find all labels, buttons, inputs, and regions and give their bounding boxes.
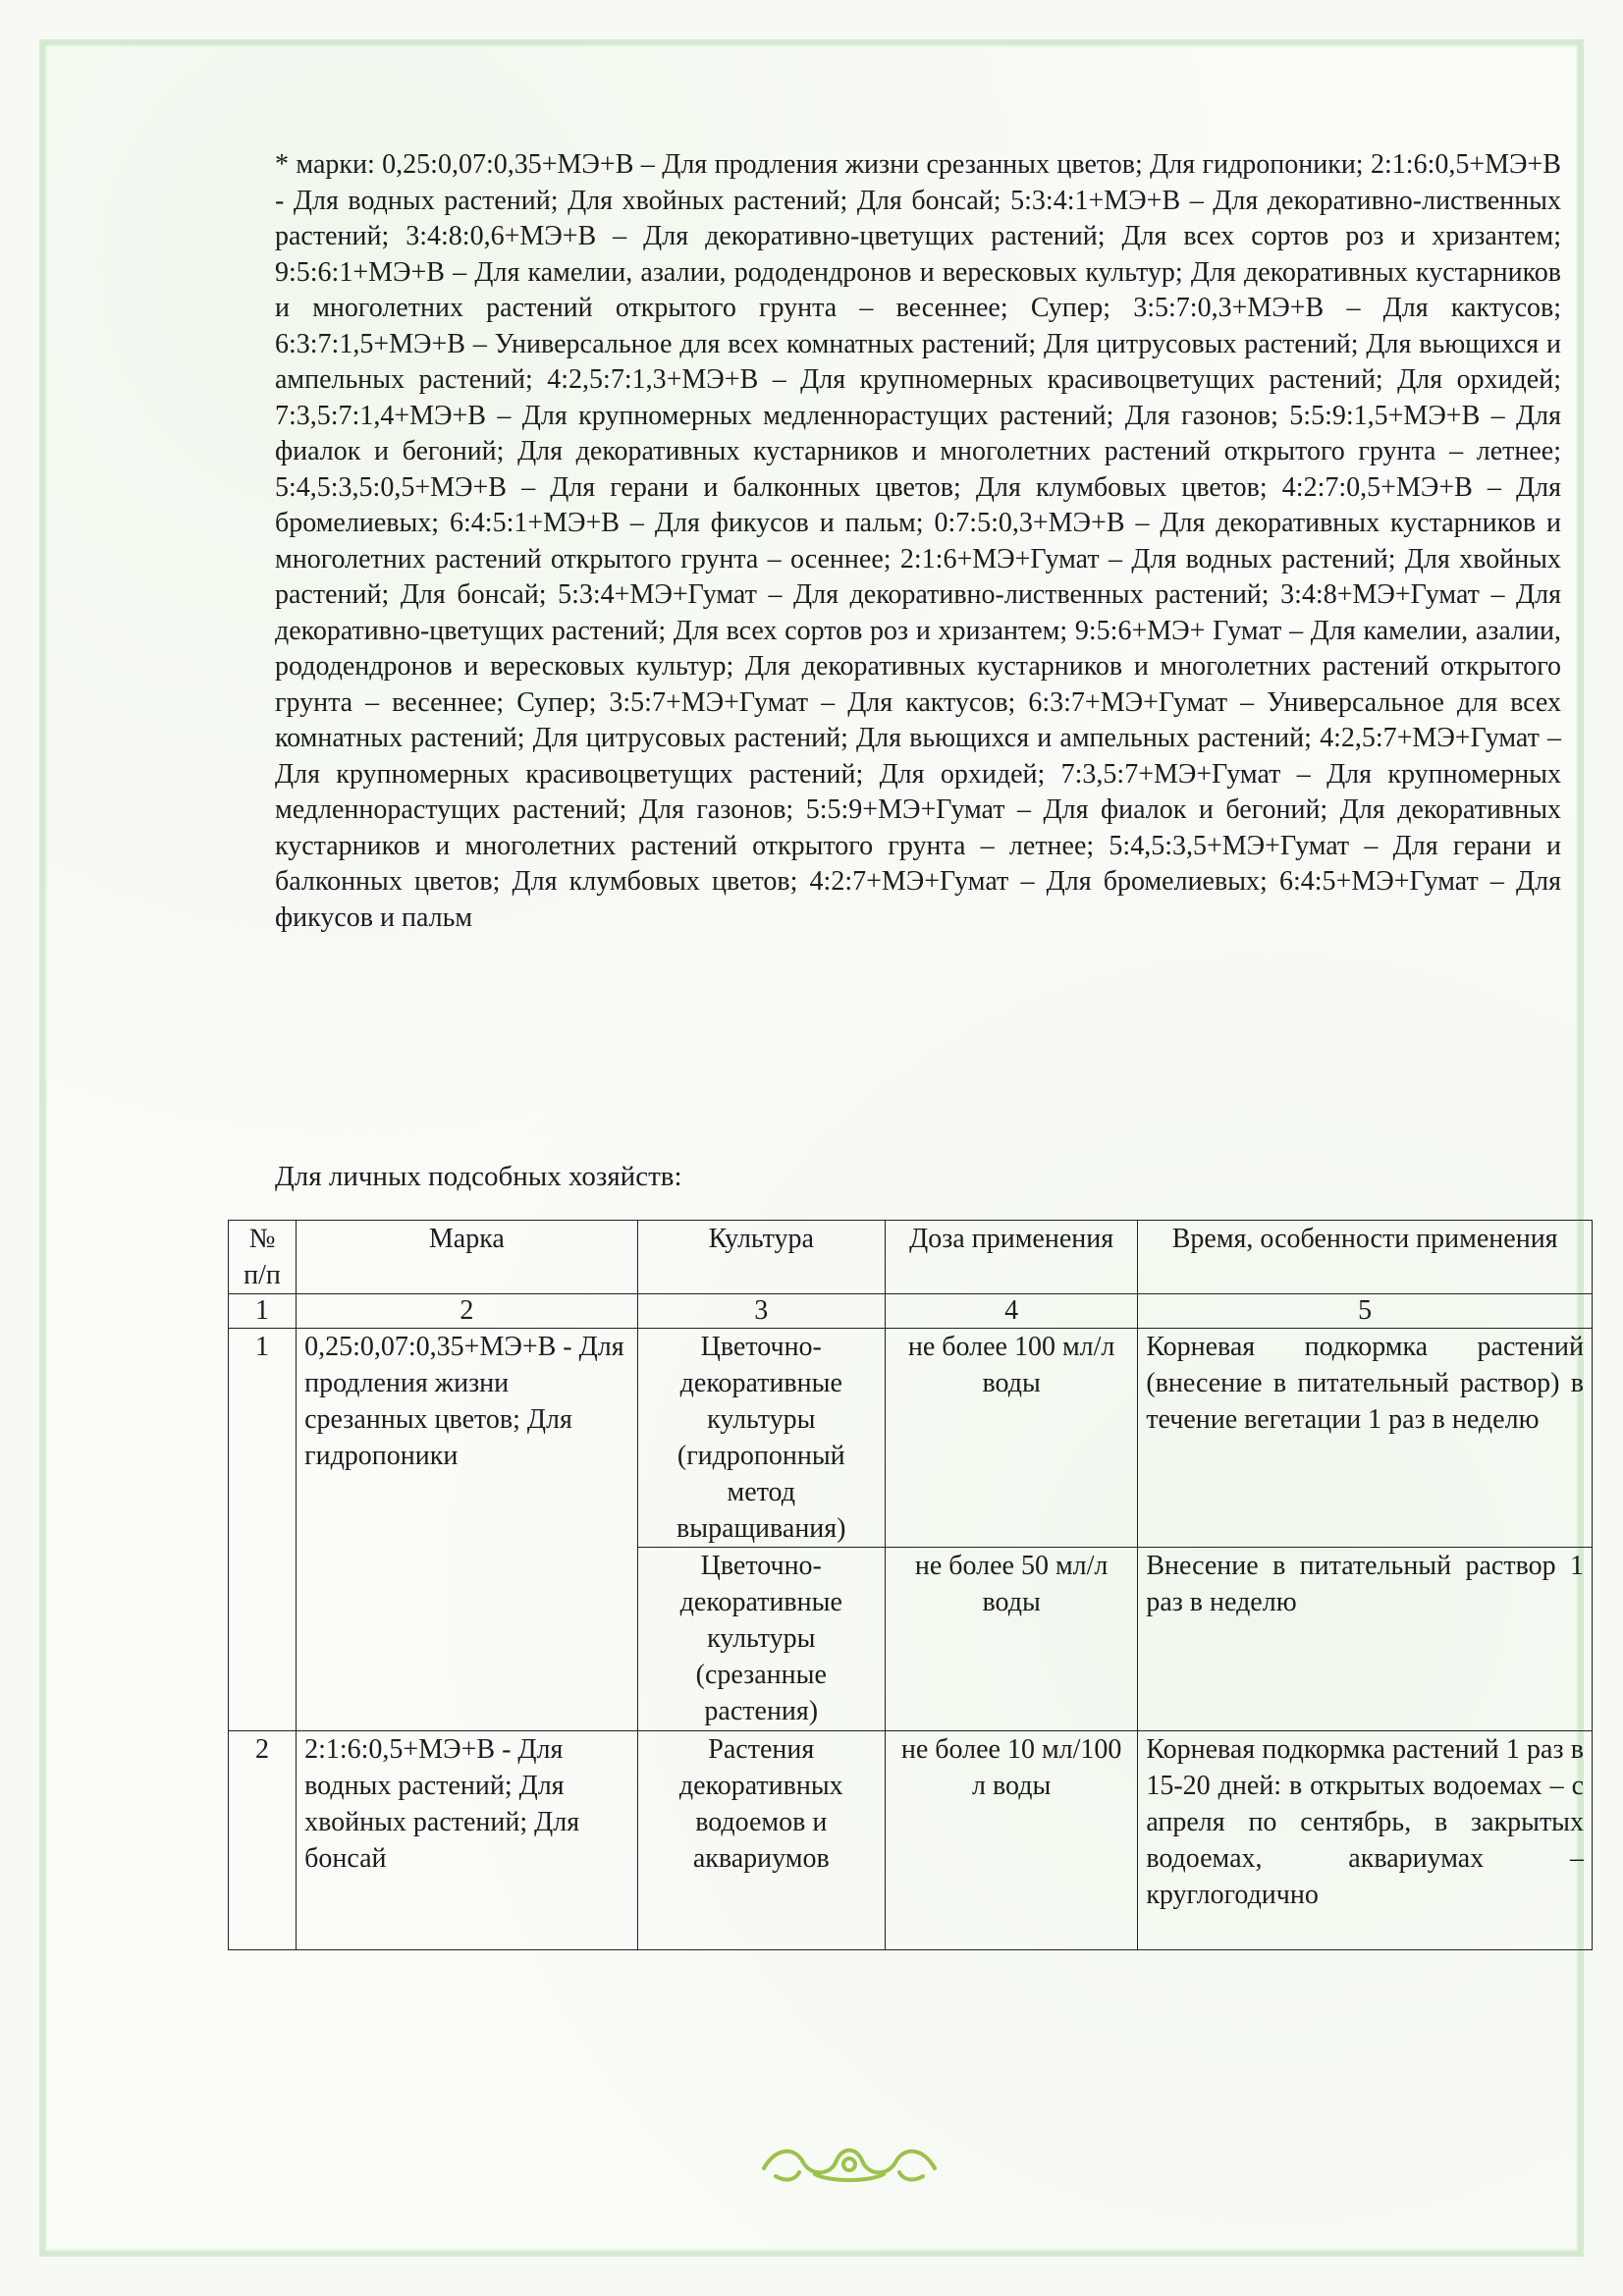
row-num: 1 — [229, 1329, 297, 1731]
header-dose: Доза применения — [885, 1221, 1137, 1294]
row-crop: Цветочно-декоративные культуры (срезанные растения) — [637, 1548, 885, 1731]
column-number: 2 — [297, 1294, 638, 1329]
header-crop: Культура — [637, 1221, 885, 1294]
fertilizer-table — [228, 1220, 1593, 1950]
header-brand: Марка — [297, 1221, 638, 1294]
column-number: 5 — [1138, 1294, 1593, 1329]
row-crop: Цветочно-декоративные культуры (гидропонный метод выращивания) — [637, 1329, 885, 1548]
row-num: 2 — [229, 1731, 297, 1950]
body-paragraph: * марки: 0,25:0,07:0,35+МЭ+В – Для продления жизни срезанных цветов; Для гидропоники; 2:1:6:0,5+МЭ+В - Для водных растений; Для хвойных растений; Для бонсай; 5:3:4:1+МЭ+В – Для декоративно-лиственных растений; 3:4:8:0,6+МЭ+В – Для декоративно-цветущих растений; Для всех сортов роз и хризантем; 9:5:6:1+МЭ+В – Для камелии, азалии, рододендронов и вересковых культур; Для декоративных кустарников и многолетних растений открытого грунта – весеннее; Супер; 3:5:7:0,3+МЭ+В – Для кактусов; 6:3:7:1,5+МЭ+В – Универсальное для всех комнатных растений; Для цитрусовых растений; Для вьющихся и ампельных растений; 4:2,5:7:1,3+МЭ+В – Для крупномерных красивоцветущих растений; Для орхидей; 7:3,5:7:1,4+МЭ+В – Для крупномерных медленнорастущих растений; Для газонов; 5:5:9:1,5+МЭ+В – Для фиалок и бегоний; Для декоративных кустарников и многолетних растений открытого грунта – летнее; 5:4,5:3,5:0,5+МЭ+В – Для герани и балконных цветов; Для клумбовых цветов; 4:2:7:0,5+МЭ+В – Для бромелиевых; 6:4:5:1+МЭ+В – Для фикусов и пальм; 0:7:5:0,3+МЭ+В – Для декоративных кустарников и многолетних растений открытого грунта – осеннее; 2:1:6+МЭ+Гумат – Для водных растений; Для хвойных растений; Для бонсай; 5:3:4+МЭ+Гумат – Для декоративно-лиственных растений; 3:4:8+МЭ+Гумат – Для декоративно-цветущих растений; Для всех сортов роз и хризантем; 9:5:6+МЭ+ Гумат – Для камелии, азалии, рододендронов и вересковых культур; Для декоративных кустарников и многолетних растений открытого грунта – весеннее; Супер; 3:5:7+МЭ+Гумат – Для кактусов; 6:3:7+МЭ+Гумат – Универсальное для всех комнатных растений; Для цитрусовых растений; Для вьющихся и ампельных растений; 4:2,5:7+МЭ+Гумат – Для крупномерных красивоцветущих растений; Для орхидей; 7:3,5:7+МЭ+Гумат – Для крупномерных медленнорастущих растений; Для газонов; 5:5:9+МЭ+Гумат – Для фиалок и бегоний; Для декоративных кустарников и многолетних растений открытого грунта – летнее; 5:4,5:3,5+МЭ+Гумат – Для герани и балконных цветов; Для клумбовых цветов; 4:2:7+МЭ+Гумат – Для бромелиевых; 6:4:5+МЭ+Гумат – Для фикусов и пальм — [275, 149, 1561, 933]
row-brand: 0,25:0,07:0,35+МЭ+В - Для продления жизни срезанных цветов; Для гидропоники — [297, 1329, 638, 1731]
header-num: № п/п — [229, 1221, 297, 1294]
row-timing: Внесение в питательный раствор 1 раз в неделю — [1138, 1548, 1593, 1731]
row-crop: Растения декоративных водоемов и аквариумов — [637, 1731, 885, 1950]
row-dose: не более 50 мл/л воды — [885, 1548, 1137, 1731]
row-dose: не более 100 мл/л воды — [885, 1329, 1137, 1548]
section-heading: Для личных подсобных хозяйств: — [275, 1161, 682, 1192]
table-row — [229, 1329, 1593, 1548]
row-dose: не более 10 мл/100 л воды — [885, 1731, 1137, 1950]
row-timing: Корневая подкормка растений 1 раз в 15-20 дней: в открытых водоемах – с апреля по сентябрь, в закрытых водоемах, аквариумах – круглогодично — [1138, 1731, 1593, 1950]
table-row — [229, 1731, 1593, 1950]
column-number: 4 — [885, 1294, 1137, 1329]
header-timing: Время, особенности применения — [1138, 1221, 1593, 1294]
table-header-row — [229, 1221, 1593, 1294]
column-number: 1 — [229, 1294, 297, 1329]
green-floral-ornament-icon — [756, 2139, 943, 2184]
row-timing: Корневая подкормка растений (внесение в питательный раствор) в течение вегетации 1 раз в неделю — [1138, 1329, 1593, 1548]
column-number-row — [229, 1294, 1593, 1329]
row-brand: 2:1:6:0,5+МЭ+В - Для водных растений; Для хвойных растений; Для бонсай — [297, 1731, 638, 1950]
column-number: 3 — [637, 1294, 885, 1329]
